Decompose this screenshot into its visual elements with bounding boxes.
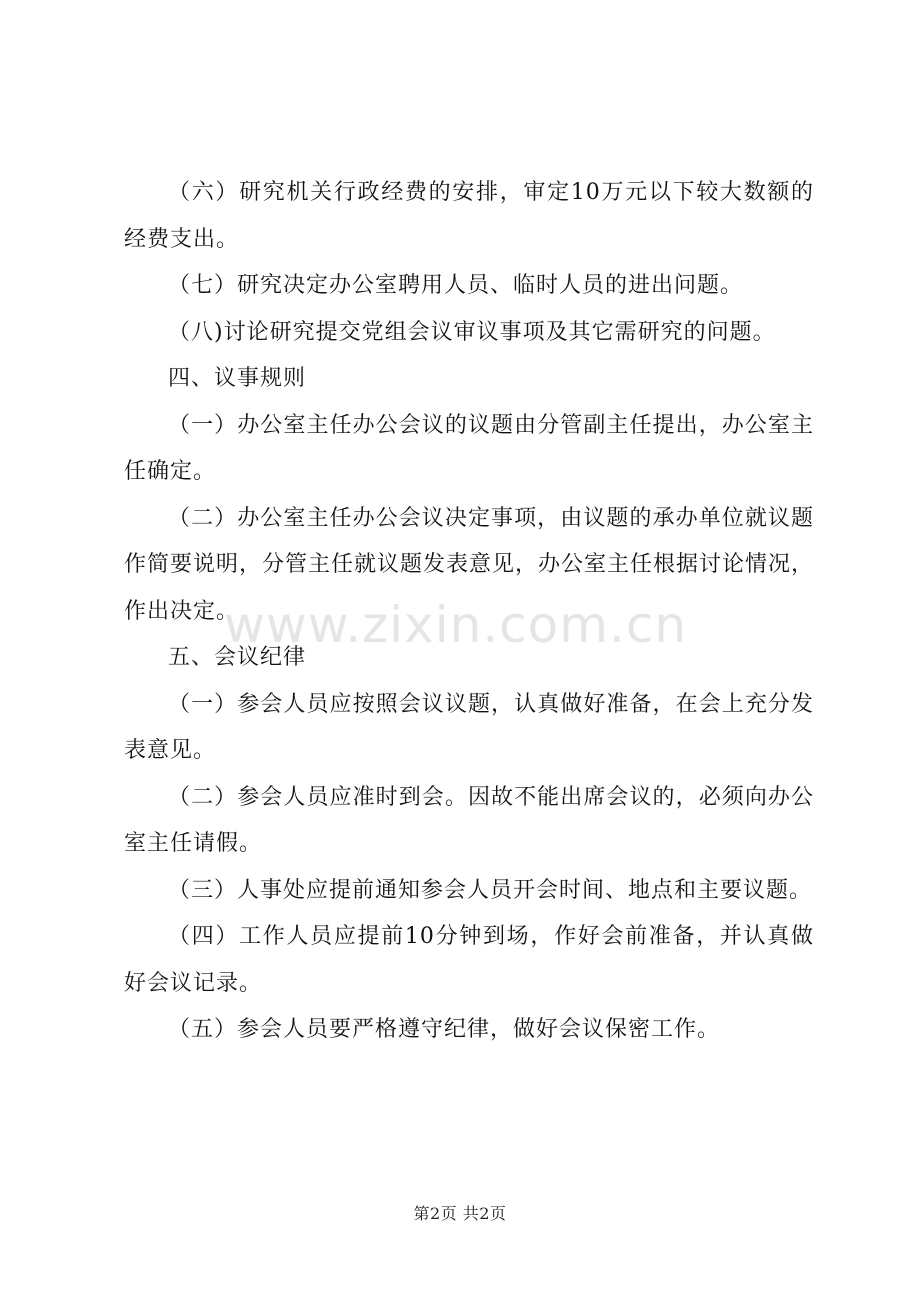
paragraph-discipline-5: （五）参会人员要严格遵守纪律，做好会议保密工作。 [168, 1017, 721, 1042]
paragraph-discipline-4: （四）工作人员应提前10分钟到场，作好会前准备，并认真做好会议记录。 [124, 924, 814, 996]
paragraph-item-7: （七）研究决定办公室聘用人员、临时人员的进出问题。 [168, 273, 744, 298]
paragraph-discipline-3: （三）人事处应提前通知参会人员开会时间、地点和主要议题。 [168, 877, 813, 903]
paragraph-discipline-1: （一）参会人员应按照会议议题，认真做好准备，在会上充分发表意见。 [124, 691, 814, 763]
paragraph-item-6: （六）研究机关行政经费的安排，审定10万元以下较大数额的经费支出。 [124, 180, 814, 252]
section-heading-discipline: 五、会议纪律 [168, 645, 307, 670]
page-footer: 第2页 共2页 [413, 1204, 507, 1223]
watermark: www.zixin.com.cn [224, 596, 688, 654]
paragraph-item-8: （八)讨论研究提交党组会议审议事项及其它需研究的问题。 [168, 319, 776, 345]
paragraph-rule-2: （二）办公室主任办公会议决定事项，由议题的承办单位就议题作简要说明，分管主任就议题发表意见，办公室主任根据讨论情况，作出决定。 [124, 505, 815, 624]
paragraph-rule-1: （一）办公室主任办公会议的议题由分管副主任提出，办公室主任确定。 [124, 412, 814, 484]
section-heading-rules: 四、议事规则 [168, 366, 307, 391]
paragraph-discipline-2: （二）参会人员应准时到会。因故不能出席会议的，必须向办公室主任请假。 [124, 784, 814, 856]
